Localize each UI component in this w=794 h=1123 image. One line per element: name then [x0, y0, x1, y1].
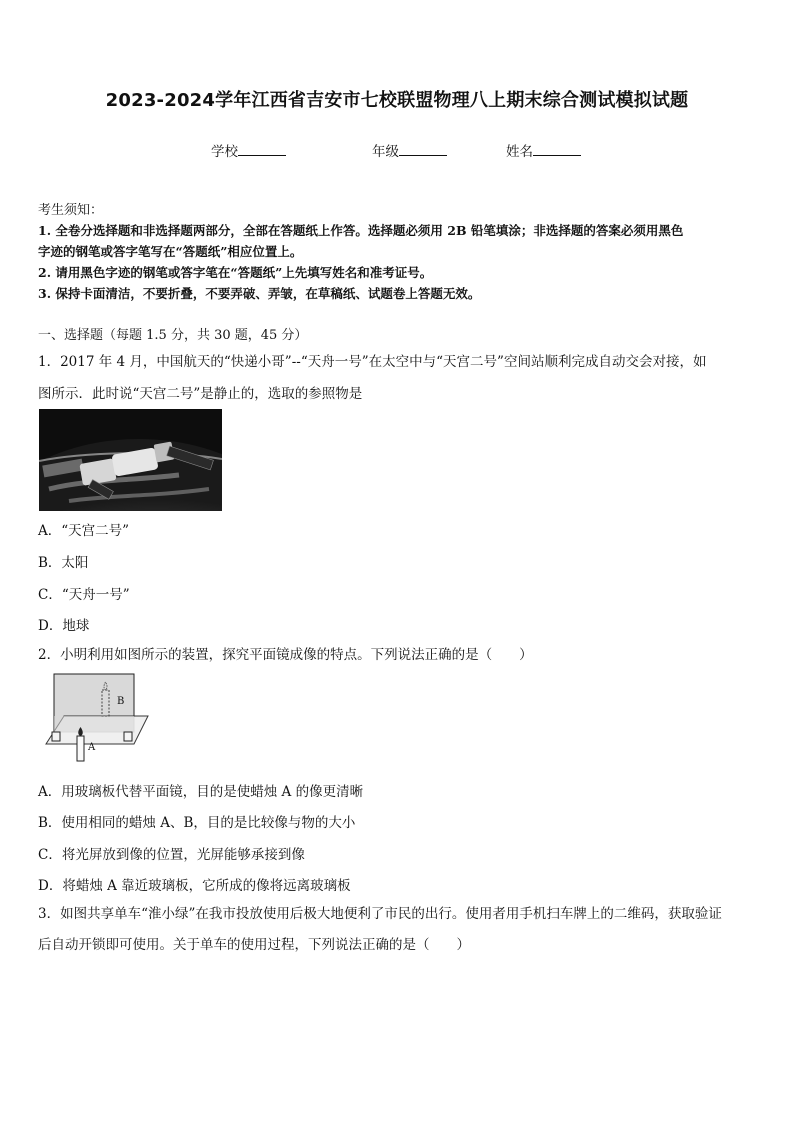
q1-option-d: D．地球: [38, 618, 90, 634]
page-title: 2023-2024学年江西省吉安市七校联盟物理八上期末综合测试模拟试题: [105, 90, 689, 111]
spacecraft-photo: [39, 409, 222, 511]
q2-stem: 2．小明利用如图所示的装置，探究平面镜成像的特点。下列说法正确的是（ ）: [38, 647, 533, 663]
q2-option-d: D．将蜡烛 A 靠近玻璃板，它所成的像将远离玻璃板: [38, 878, 351, 894]
school-blank: [238, 143, 286, 156]
mirror-experiment-diagram: [44, 672, 156, 766]
q1-option-a: A．“天宫二号”: [38, 523, 130, 539]
q3-stem-line2: 后自动开锁即可使用。关于单车的使用过程，下列说法正确的是（ ）: [38, 937, 470, 953]
grade-label: 年级: [372, 144, 399, 160]
q1-option-b: B．太阳: [38, 555, 89, 571]
label-candle-b: B: [117, 696, 125, 707]
q1-stem-line2: 图所示．此时说“天宫二号”是静止的，选取的参照物是: [38, 386, 363, 402]
name-blank: [533, 143, 581, 156]
name-field: [506, 140, 581, 160]
grade-field: [372, 140, 447, 160]
q2-option-a: A．用玻璃板代替平面镜，目的是使蜡烛 A 的像更清晰: [38, 784, 364, 800]
notice-heading: 考生须知：: [38, 203, 104, 218]
name-label: 姓名: [506, 144, 533, 160]
section-heading: 一、选择题（每题 1.5 分，共 30 题，45 分）: [38, 328, 308, 343]
notice-item-1-cont: 字迹的钢笔或答字笔写在“答题纸”相应位置上。: [38, 244, 303, 259]
q1-option-c: C．“天舟一号”: [38, 587, 130, 603]
notice-item-2: 2. 请用黑色字迹的钢笔或答字笔在“答题纸”上先填写姓名和准考证号。: [38, 265, 433, 280]
notice-item-3: 3. 保持卡面清洁，不要折叠，不要弄破、弄皱，在草稿纸、试题卷上答题无效。: [38, 286, 481, 301]
q2-option-b: B．使用相同的蜡烛 A、B，目的是比较像与物的大小: [38, 815, 356, 831]
label-candle-a: A: [88, 742, 96, 753]
q3-stem-line1: 3．如图共享单车“淮小绿”在我市投放使用后极大地便利了市民的出行。使用者用手机扫车牌上的二维码，获取验证: [38, 906, 722, 922]
school-field: [211, 140, 286, 160]
q2-option-c: C．将光屏放到像的位置，光屏能够承接到像: [38, 847, 305, 863]
school-label: 学校: [211, 144, 238, 160]
q1-stem-line1: 1．2017 年 4 月，中国航天的“快递小哥”--“天舟一号”在太空中与“天宫二号”空间站顺利完成自动交会对接，如: [38, 354, 707, 370]
notice-item-1: 1. 全卷分选择题和非选择题两部分，全部在答题纸上作答。选择题必须用 2B 铅笔填涂；非选择题的答案必须用黑色: [38, 223, 684, 238]
grade-blank: [399, 143, 447, 156]
